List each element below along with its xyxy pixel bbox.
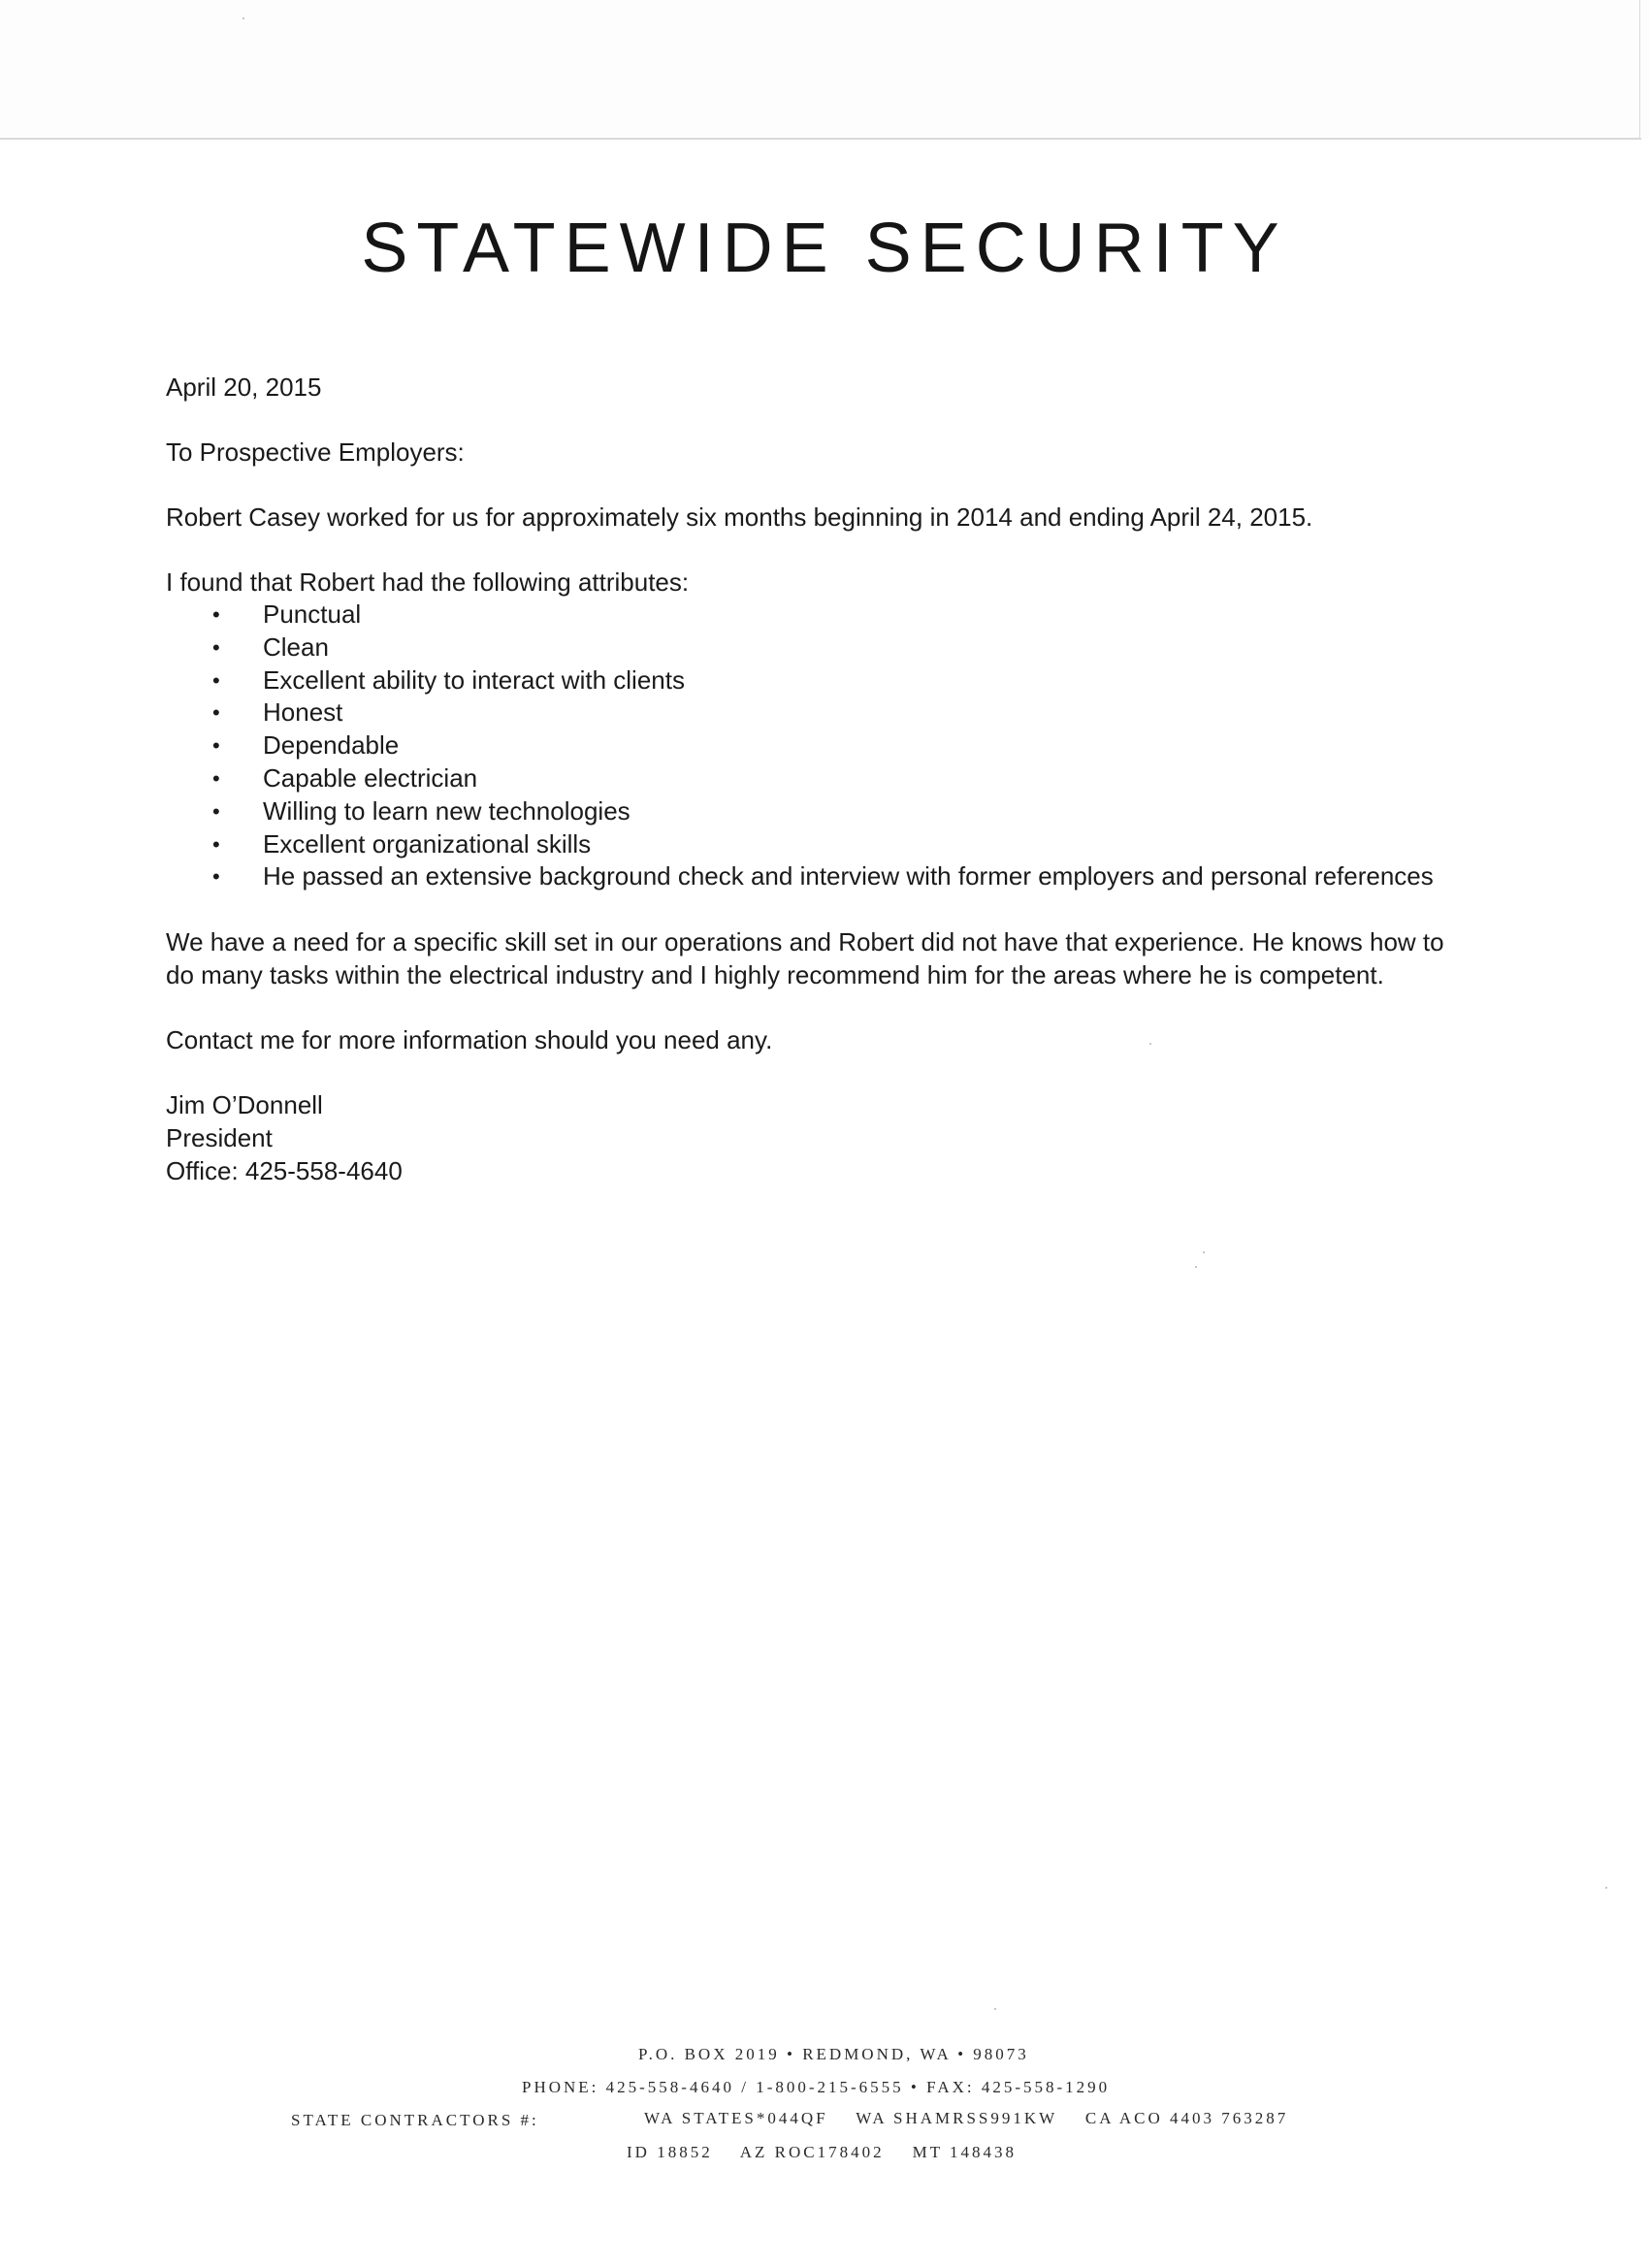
list-item (166, 697, 1553, 729)
body-paragraph (166, 925, 1553, 991)
attribute-text: Excellent ability to interact with clients (263, 664, 685, 695)
footer-phone: PHONE: 425-558-4640 / 1-800-215-6555 • FAX: 425-558-1290 (522, 2078, 1111, 2096)
attributes-list (166, 599, 1553, 893)
attribute-text: Willing to learn new technologies (263, 795, 630, 826)
list-item (166, 664, 1553, 697)
signature-block (166, 1088, 1553, 1187)
list-item (166, 632, 1553, 664)
salutation: To Prospective Employers: (166, 437, 465, 467)
attribute-text: Honest (263, 697, 343, 728)
bullet-icon: • (212, 765, 220, 791)
underlying-page-edge (1639, 0, 1640, 139)
list-item (166, 795, 1553, 828)
list-item (166, 828, 1553, 861)
attribute-text: Capable electrician (263, 762, 478, 793)
bullet-icon: • (212, 700, 220, 726)
scan-background-top (0, 0, 1649, 139)
bullet-icon: • (212, 733, 220, 759)
attribute-text: Clean (263, 632, 329, 662)
scan-speck (994, 2008, 996, 2010)
signer-office-phone: Office: 425-558-4640 (166, 1156, 403, 1186)
bullet-icon: • (212, 634, 220, 660)
letter-page-top-edge (0, 138, 1641, 140)
scan-speck (1195, 1266, 1197, 1268)
attribute-text: Dependable (263, 730, 400, 761)
footer-contractors-line-2: ID 18852 AZ ROC178402 MT 148438 (627, 2143, 1018, 2161)
list-item (166, 599, 1553, 632)
footer-contractors-label: STATE CONTRACTORS #: (291, 2111, 539, 2129)
footer-address: P.O. BOX 2019 • REDMOND, WA • 98073 (638, 2045, 1029, 2063)
attributes-lead: I found that Robert had the following attributes: (166, 567, 690, 597)
letter-date: April 20, 2015 (166, 373, 322, 402)
intro-paragraph: Robert Casey worked for us for approximately six months beginning in 2014 and ending April 24, 2015. (166, 502, 1313, 532)
letter-body (166, 371, 1553, 1187)
company-letterhead: STATEWIDE SECURITY (361, 210, 1288, 287)
bullet-icon: • (212, 831, 220, 857)
bullet-icon: • (212, 602, 220, 627)
scan-speck (1605, 1887, 1607, 1889)
signer-title: President (166, 1123, 273, 1153)
attribute-text: He passed an extensive background check and interview with former employers and personal references (263, 861, 1434, 891)
attribute-text: Punctual (263, 599, 362, 629)
scan-speck (1149, 1043, 1151, 1045)
list-item (166, 860, 1553, 893)
body-line-2: do many tasks within the electrical industry and I highly recommend him for the areas where he is competent. (166, 960, 1384, 990)
scan-speck (1203, 1251, 1205, 1253)
bullet-icon: • (212, 864, 220, 890)
bullet-icon: • (212, 798, 220, 824)
body-line-1: We have a need for a specific skill set in our operations and Robert did not have that experience. He knows how to (166, 927, 1444, 957)
signer-name: Jim O’Donnell (166, 1090, 323, 1120)
list-item (166, 762, 1553, 795)
closing-line: Contact me for more information should you need any. (166, 1025, 773, 1055)
scan-speck (242, 17, 244, 19)
attribute-text: Excellent organizational skills (263, 828, 592, 859)
footer-contractors-line-1: WA STATES*044QF WA SHAMRSS991KW CA ACO 4403 763287 (644, 2109, 1289, 2127)
list-item (166, 729, 1553, 762)
bullet-icon: • (212, 667, 220, 693)
